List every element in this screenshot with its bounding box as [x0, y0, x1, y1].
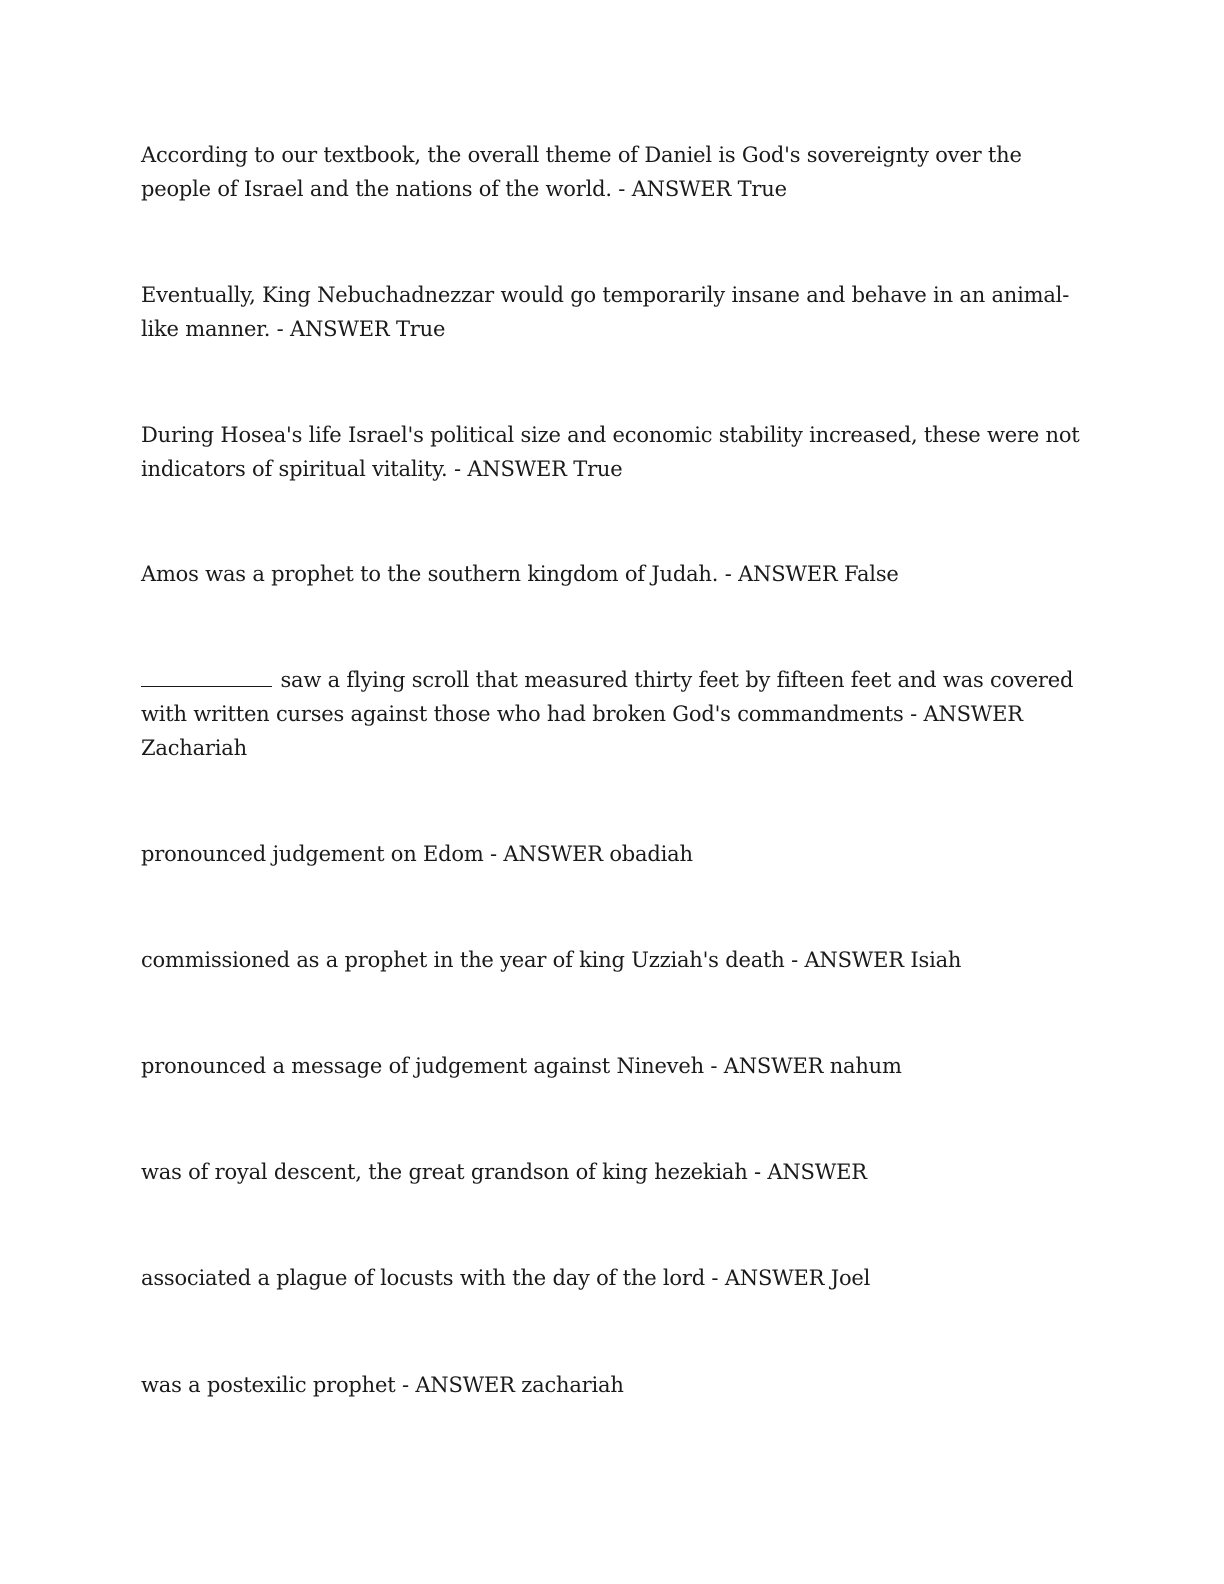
answer-text: False [844, 562, 899, 586]
qa-item [141, 418, 1081, 486]
question-text: was of royal descent, the great grandson of king hezekiah [141, 1160, 748, 1184]
answer-label: ANSWER [724, 1266, 825, 1290]
answer-label: ANSWER [503, 842, 603, 866]
answer-text: obadiah [609, 842, 693, 866]
qa-item [141, 278, 1081, 346]
question-text: Amos was a prophet to the southern kingdom of Judah. [141, 562, 719, 586]
question-text: pronounced judgement on Edom [141, 842, 484, 866]
qa-item [141, 1049, 1081, 1083]
qa-item [141, 138, 1081, 206]
answer-label: ANSWER [767, 1160, 867, 1184]
separator: - [395, 1373, 416, 1397]
question-text: Eventually, King Nebuchadnezzar would go temporarily insane and behave in an animal-like manner. [141, 283, 1070, 341]
question-text: saw a flying scroll that measured thirty feet by fifteen feet and was covered with written curses against those who had broken God's commandments [141, 668, 1074, 726]
separator: - [718, 562, 739, 586]
answer-text: nahum [829, 1054, 902, 1078]
answer-text: True [573, 457, 623, 481]
question-text: commissioned as a prophet in the year of king Uzziah's death [141, 948, 785, 972]
question-text: During Hosea's life Israel's political size and economic stability increased, these were not indicators of spiritual vitality. [141, 423, 1080, 481]
qa-item [141, 1368, 1081, 1402]
answer-text: Isiah [910, 948, 962, 972]
qa-item [141, 1261, 1081, 1295]
qa-item [141, 943, 1081, 977]
qa-item [141, 1155, 1081, 1189]
qa-item [141, 663, 1081, 765]
answer-text: Joel [830, 1266, 871, 1290]
answer-label: ANSWER [738, 562, 838, 586]
answer-label: ANSWER [923, 702, 1023, 726]
answer-text: Zachariah [141, 736, 247, 760]
question-text: pronounced a message of judgement against Nineveh [141, 1054, 704, 1078]
qa-item [141, 837, 1081, 871]
separator: - [611, 177, 632, 201]
separator: - [270, 317, 291, 341]
answer-label: ANSWER [415, 1373, 515, 1397]
question-text: was a postexilic prophet [141, 1373, 396, 1397]
separator: - [903, 702, 924, 726]
answer-label: ANSWER [804, 948, 904, 972]
separator: - [747, 1160, 768, 1184]
answer-text: True [395, 317, 446, 341]
separator: - [483, 842, 504, 866]
answer-text: True [737, 177, 787, 201]
qa-item [141, 557, 1081, 591]
question-text: associated a plague of locusts with the day of the lord [141, 1266, 705, 1290]
answer-label: ANSWER [467, 457, 567, 481]
answer-label: ANSWER [631, 177, 732, 201]
answer-text: zachariah [521, 1373, 624, 1397]
answer-label: ANSWER [290, 317, 390, 341]
answer-label: ANSWER [723, 1054, 824, 1078]
fill-in-blank [141, 664, 272, 687]
separator: - [703, 1054, 724, 1078]
separator: - [704, 1266, 725, 1290]
separator: - [784, 948, 805, 972]
separator: - [447, 457, 468, 481]
question-text: According to our textbook, the overall theme of Daniel is God's sovereignty over the people of Israel and the nations of the world. [141, 143, 1022, 201]
